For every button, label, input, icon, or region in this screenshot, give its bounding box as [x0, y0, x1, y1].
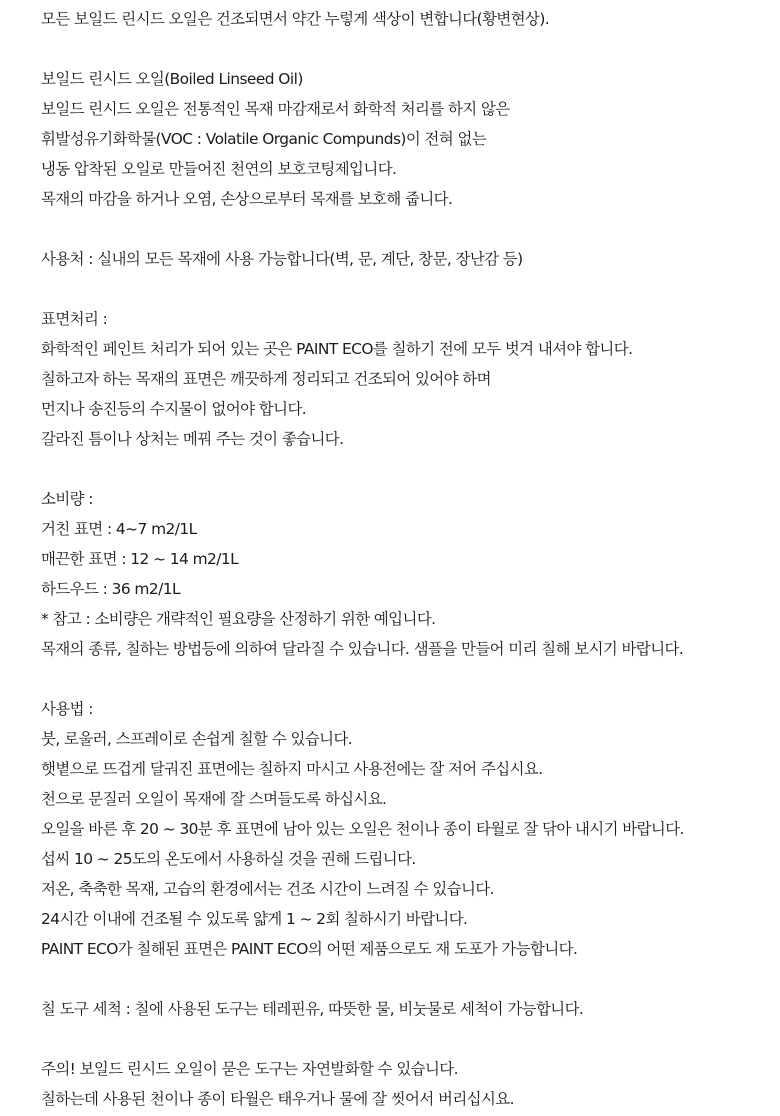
consumption-section	[41, 484, 776, 664]
consumption-title: 소비량 :	[41, 490, 93, 508]
surface-line: 갈라진 틈이나 상처는 메꿔 주는 것이 좋습니다.	[41, 430, 344, 448]
consumption-note: * 참고 : 소비량은 개략적인 필요량을 산정하기 위한 예입니다.	[41, 610, 436, 628]
spacer	[41, 964, 776, 994]
usage-place-line: 사용처 : 실내의 모든 목재에 사용 가능합니다(벽, 문, 계단, 창문, 장난감 등)	[41, 250, 523, 268]
surface-line: 칠하고자 하는 목재의 표면은 깨끗하게 정리되고 건조되어 있어야 하며	[41, 370, 491, 388]
consumption-line: 하드우드 : 36 m2/1L	[41, 580, 181, 598]
spacer	[41, 454, 776, 484]
consumption-line: 매끈한 표면 : 12 ~ 14 m2/1L	[41, 550, 239, 568]
method-line: 붓, 로울러, 스프레이로 손쉽게 칠할 수 있습니다.	[41, 730, 353, 748]
method-section	[41, 694, 776, 964]
product-description-document	[41, 4, 776, 1114]
spacer	[41, 274, 776, 304]
caution-line: 주의! 보일드 린시드 오일이 묻은 도구는 자연발화할 수 있습니다.	[41, 1060, 458, 1078]
consumption-line: 거친 표면 : 4~7 m2/1L	[41, 520, 197, 538]
product-line: 냉동 압착된 오일로 만들어진 천연의 보호코팅제입니다.	[41, 160, 397, 178]
product-section	[41, 64, 776, 214]
product-line: 목재의 마감을 하거나 오염, 손상으로부터 목재를 보호해 줍니다.	[41, 190, 453, 208]
spacer	[41, 664, 776, 694]
surface-line: 화학적인 페인트 처리가 되어 있는 곳은 PAINT ECO를 칠하기 전에 모두 벗겨 내셔야 합니다.	[41, 340, 633, 358]
method-line: 오일을 바른 후 20 ~ 30분 후 표면에 남아 있는 오일은 천이나 종이 타월로 잘 닦아 내시기 바랍니다.	[41, 820, 684, 838]
caution-section	[41, 1054, 776, 1114]
method-line: 섭씨 10 ~ 25도의 온도에서 사용하실 것을 권해 드립니다.	[41, 850, 416, 868]
method-line: 저온, 축축한 목재, 고습의 환경에서는 건조 시간이 느려질 수 있습니다.	[41, 880, 494, 898]
method-line: 24시간 이내에 건조될 수 있도록 얇게 1 ~ 2회 칠하시기 바랍니다.	[41, 910, 468, 928]
method-line: 천으로 문질러 오일이 목재에 잘 스며들도록 하십시요.	[41, 790, 387, 808]
surface-line: 먼지나 송진등의 수지물이 없어야 합니다.	[41, 400, 307, 418]
consumption-note: 목재의 종류, 칠하는 방법등에 의하여 달라질 수 있습니다. 샘플을 만들어 미리 칠해 보시기 바랍니다.	[41, 640, 684, 658]
caution-line: 칠하는데 사용된 천이나 종이 타월은 태우거나 물에 잘 씻어서 버리십시요.	[41, 1090, 514, 1108]
spacer	[41, 1024, 776, 1054]
product-line: 휘발성유기화학물(VOC : Volatile Organic Compunds)이 전혀 없는	[41, 130, 487, 148]
product-line: 보일드 린시드 오일은 전통적인 목재 마감재로서 화학적 처리를 하지 않은	[41, 100, 510, 118]
spacer	[41, 34, 776, 64]
intro-yellowing-note: 모든 보일드 린시드 오일은 건조되면서 약간 누렇게 색상이 변합니다(황변현상).	[41, 10, 550, 28]
product-title: 보일드 린시드 오일(Boiled Linseed Oil)	[41, 70, 303, 88]
method-line: 햇볕으로 뜨겁게 달궈진 표면에는 칠하지 마시고 사용전에는 잘 저어 주십시요.	[41, 760, 543, 778]
cleaning-line: 칠 도구 세척 : 칠에 사용된 도구는 테레핀유, 따뜻한 물, 비눗물로 세척이 가능합니다.	[41, 1000, 584, 1018]
method-line: PAINT ECO가 칠해된 표면은 PAINT ECO의 어떤 제품으로도 재 도포가 가능합니다.	[41, 940, 578, 958]
spacer	[41, 214, 776, 244]
surface-title: 표면처리 :	[41, 310, 108, 328]
surface-section	[41, 304, 776, 454]
method-title: 사용법 :	[41, 700, 93, 718]
